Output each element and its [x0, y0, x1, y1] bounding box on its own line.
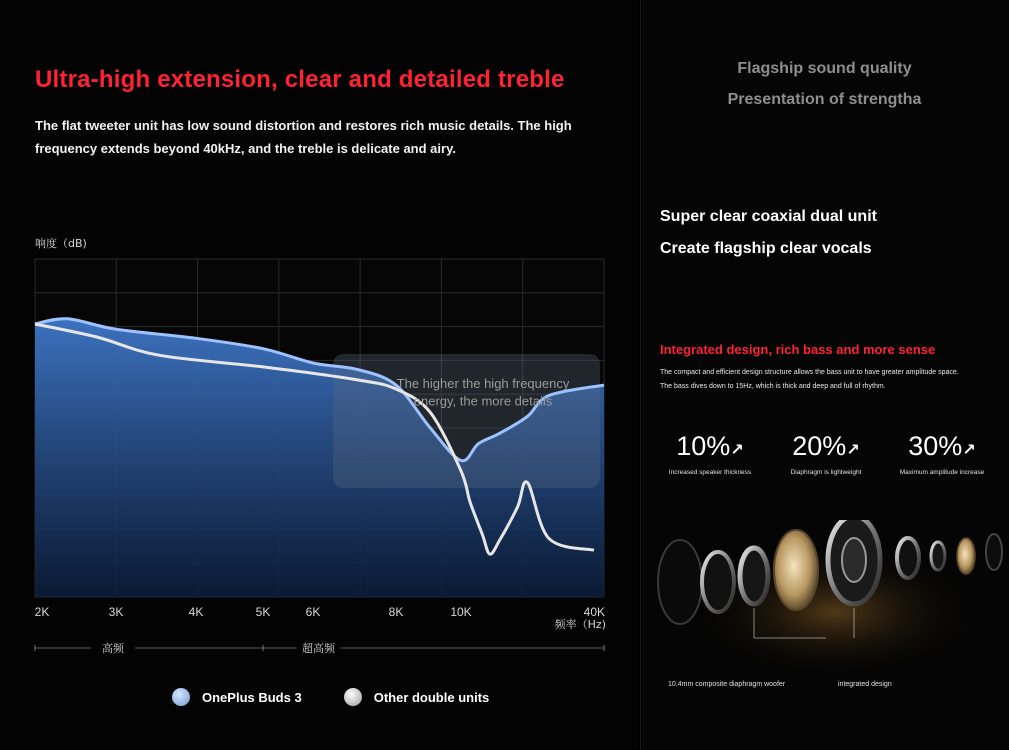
- intro-text: The flat tweeter unit has low sound distortion and restores rich music details. The high frequency extends beyond 40kHz, and the treble is delicate and airy.: [35, 118, 572, 156]
- right-subtitle-line2: Create flagship clear vocals: [660, 240, 872, 257]
- stat-diaphragm: [768, 430, 884, 476]
- legend-label-other: Other double units: [373, 689, 490, 705]
- feature-description: [660, 366, 980, 394]
- band-label: 超高频: [302, 642, 335, 655]
- stat-value: 20%: [792, 431, 847, 461]
- stat-label: Increased speaker thickness: [668, 469, 752, 476]
- stat-value: 30%: [908, 431, 963, 461]
- stat-label: Diaphragm is lightweight: [790, 469, 862, 476]
- legend-swatch-blue: [172, 688, 190, 706]
- x-axis-label: 频率（Hz): [554, 618, 606, 631]
- driver-part-ring: [702, 552, 734, 612]
- driver-part-small-ring: [931, 542, 945, 570]
- feature-title: Integrated design, rich bass and more sense: [660, 342, 936, 357]
- right-title-line2: Presentation of strengtha: [727, 91, 922, 108]
- x-tick-label: 6K: [305, 605, 321, 619]
- x-tick-label: 8K: [388, 605, 404, 619]
- driver-part-cap: [658, 540, 702, 624]
- stat-thickness: [652, 430, 768, 476]
- arrow-up-icon: ↗: [730, 442, 744, 459]
- caption-integrated: integrated design: [838, 681, 892, 688]
- x-tick-label: 4K: [188, 605, 204, 619]
- stats-row: [652, 430, 1002, 476]
- frequency-response-chart: [0, 230, 638, 670]
- legend-swatch-gray: [344, 688, 362, 706]
- feature-desc-line1: The compact and efficient design structure allows the bass unit to have greater amplitude space.: [660, 369, 959, 376]
- x-tick-label: 3K: [108, 605, 124, 619]
- stat-label: Maximum amplitude increase: [899, 469, 985, 476]
- legend-item-other: [344, 688, 490, 706]
- headline: Ultra-high extension, clear and detailed treble: [35, 66, 565, 93]
- driver-part-tweeter-ring: [897, 538, 919, 578]
- arrow-up-icon: ↗: [846, 442, 860, 459]
- driver-part-tweeter-diaphragm: [957, 538, 975, 574]
- stat-value: 10%: [676, 431, 731, 461]
- feature-desc-line2: The bass dives down to 15Hz, which is thick and deep and full of rhythm.: [660, 383, 886, 390]
- band-label: 高频: [102, 642, 124, 655]
- x-tick-label: 5K: [255, 605, 271, 619]
- x-tick-label: 10K: [450, 605, 472, 619]
- x-tick-label: 2K: [34, 605, 50, 619]
- driver-part-diaphragm: [774, 530, 818, 610]
- annotation-text: The higher the high frequency energy, the more details: [396, 376, 570, 409]
- driver-part-core: [842, 538, 866, 582]
- x-tick-label: 40K: [583, 605, 605, 619]
- chart-legend: [172, 686, 531, 708]
- arrow-up-icon: ↗: [962, 442, 976, 459]
- stat-amplitude: [884, 430, 1000, 476]
- driver-part-magnet-ring: [740, 548, 768, 604]
- legend-item-oneplus: [172, 688, 302, 706]
- driver-part-end-cap: [986, 534, 1002, 570]
- legend-label-oneplus: OnePlus Buds 3: [202, 689, 302, 705]
- right-title-line1: Flagship sound quality: [737, 60, 912, 77]
- y-axis-label: 响度（dB): [35, 237, 87, 250]
- right-content: [640, 0, 1009, 750]
- caption-woofer: 10.4mm composite diaphragm woofer: [668, 681, 786, 688]
- right-subtitle-line1: Super clear coaxial dual unit: [660, 208, 877, 225]
- exploded-driver-illustration: [650, 520, 1005, 680]
